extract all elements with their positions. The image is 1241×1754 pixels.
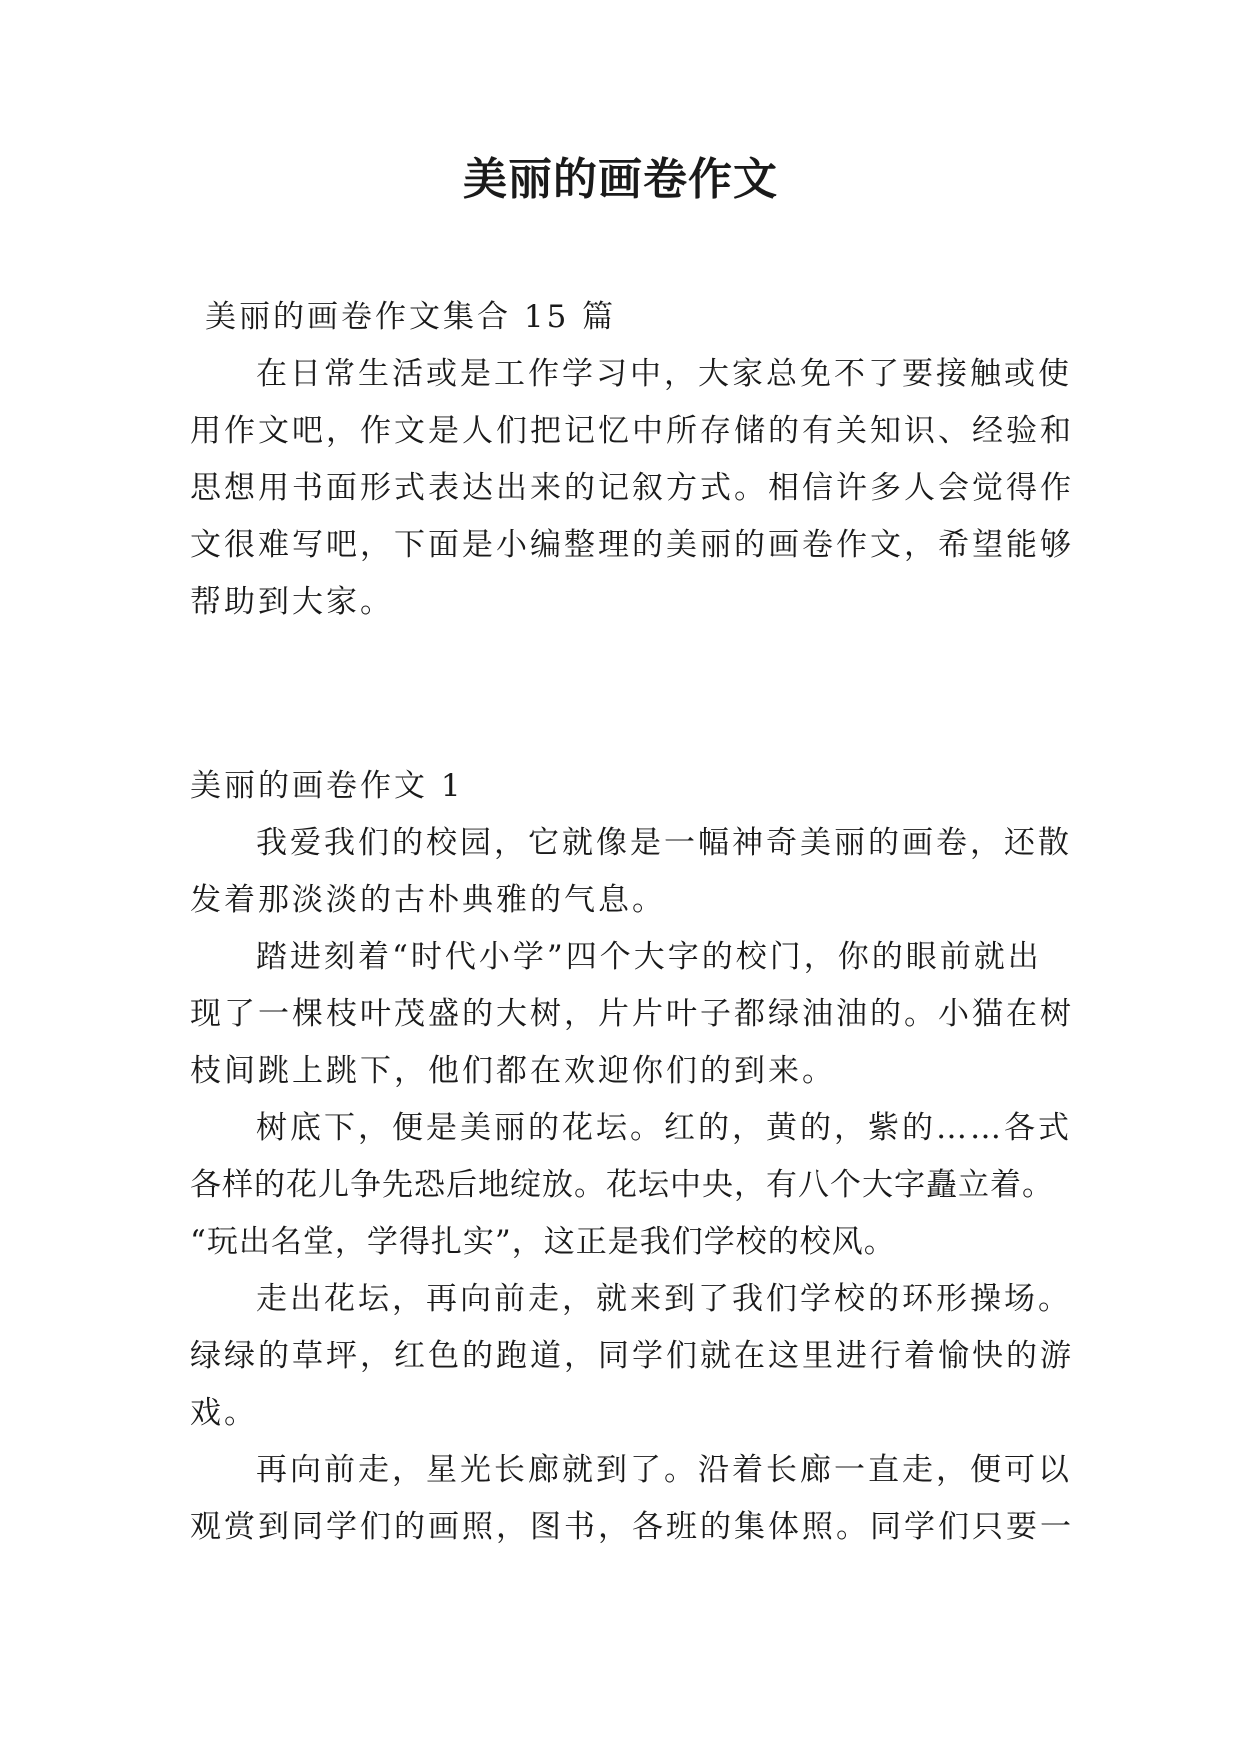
essay-line: 枝间跳上跳下，他们都在欢迎你们的到来。 bbox=[190, 1053, 836, 1089]
essay-line: 再向前走，星光长廊就到了。沿着长廊一直走，便可以 bbox=[256, 1452, 1072, 1488]
essay-line: 戏。 bbox=[190, 1395, 258, 1431]
essay-line: “玩出名堂，学得扎实”，这正是我们学校的校风。 bbox=[190, 1224, 896, 1260]
intro-line: 在日常生活或是工作学习中，大家总免不了要接触或使 bbox=[256, 356, 1072, 392]
essay-heading: 美丽的画卷作文 1 bbox=[190, 768, 464, 804]
document-title: 美丽的画卷作文 bbox=[463, 154, 778, 205]
essay-line: 走出花坛，再向前走，就来到了我们学校的环形操场。 bbox=[256, 1281, 1072, 1317]
essay-line: 各样的花儿争先恐后地绽放。花坛中央，有八个大字矗立着。 bbox=[190, 1167, 1054, 1203]
collection-subtitle: 美丽的画卷作文集合 15 篇 bbox=[205, 299, 617, 335]
essay-line: 踏进刻着“时代小学”四个大字的校门，你的眼前就出 bbox=[256, 939, 1042, 975]
intro-line: 文很难写吧，下面是小编整理的美丽的画卷作文，希望能够 bbox=[190, 527, 1074, 563]
essay-line: 绿绿的草坪，红色的跑道，同学们就在这里进行着愉快的游 bbox=[190, 1338, 1074, 1374]
essay-line: 观赏到同学们的画照，图书，各班的集体照。同学们只要一 bbox=[190, 1509, 1074, 1545]
essay-line: 现了一棵枝叶茂盛的大树，片片叶子都绿油油的。小猫在树 bbox=[190, 996, 1074, 1032]
essay-line: 我爱我们的校园，它就像是一幅神奇美丽的画卷，还散 bbox=[256, 825, 1072, 861]
intro-line: 思想用书面形式表达出来的记叙方式。相信许多人会觉得作 bbox=[190, 470, 1074, 506]
intro-line: 用作文吧，作文是人们把记忆中所存储的有关知识、经验和 bbox=[190, 413, 1074, 449]
essay-line: 发着那淡淡的古朴典雅的气息。 bbox=[190, 882, 666, 918]
essay-line: 树底下，便是美丽的花坛。红的，黄的，紫的……各式 bbox=[256, 1110, 1072, 1146]
intro-line: 帮助到大家。 bbox=[190, 584, 394, 620]
